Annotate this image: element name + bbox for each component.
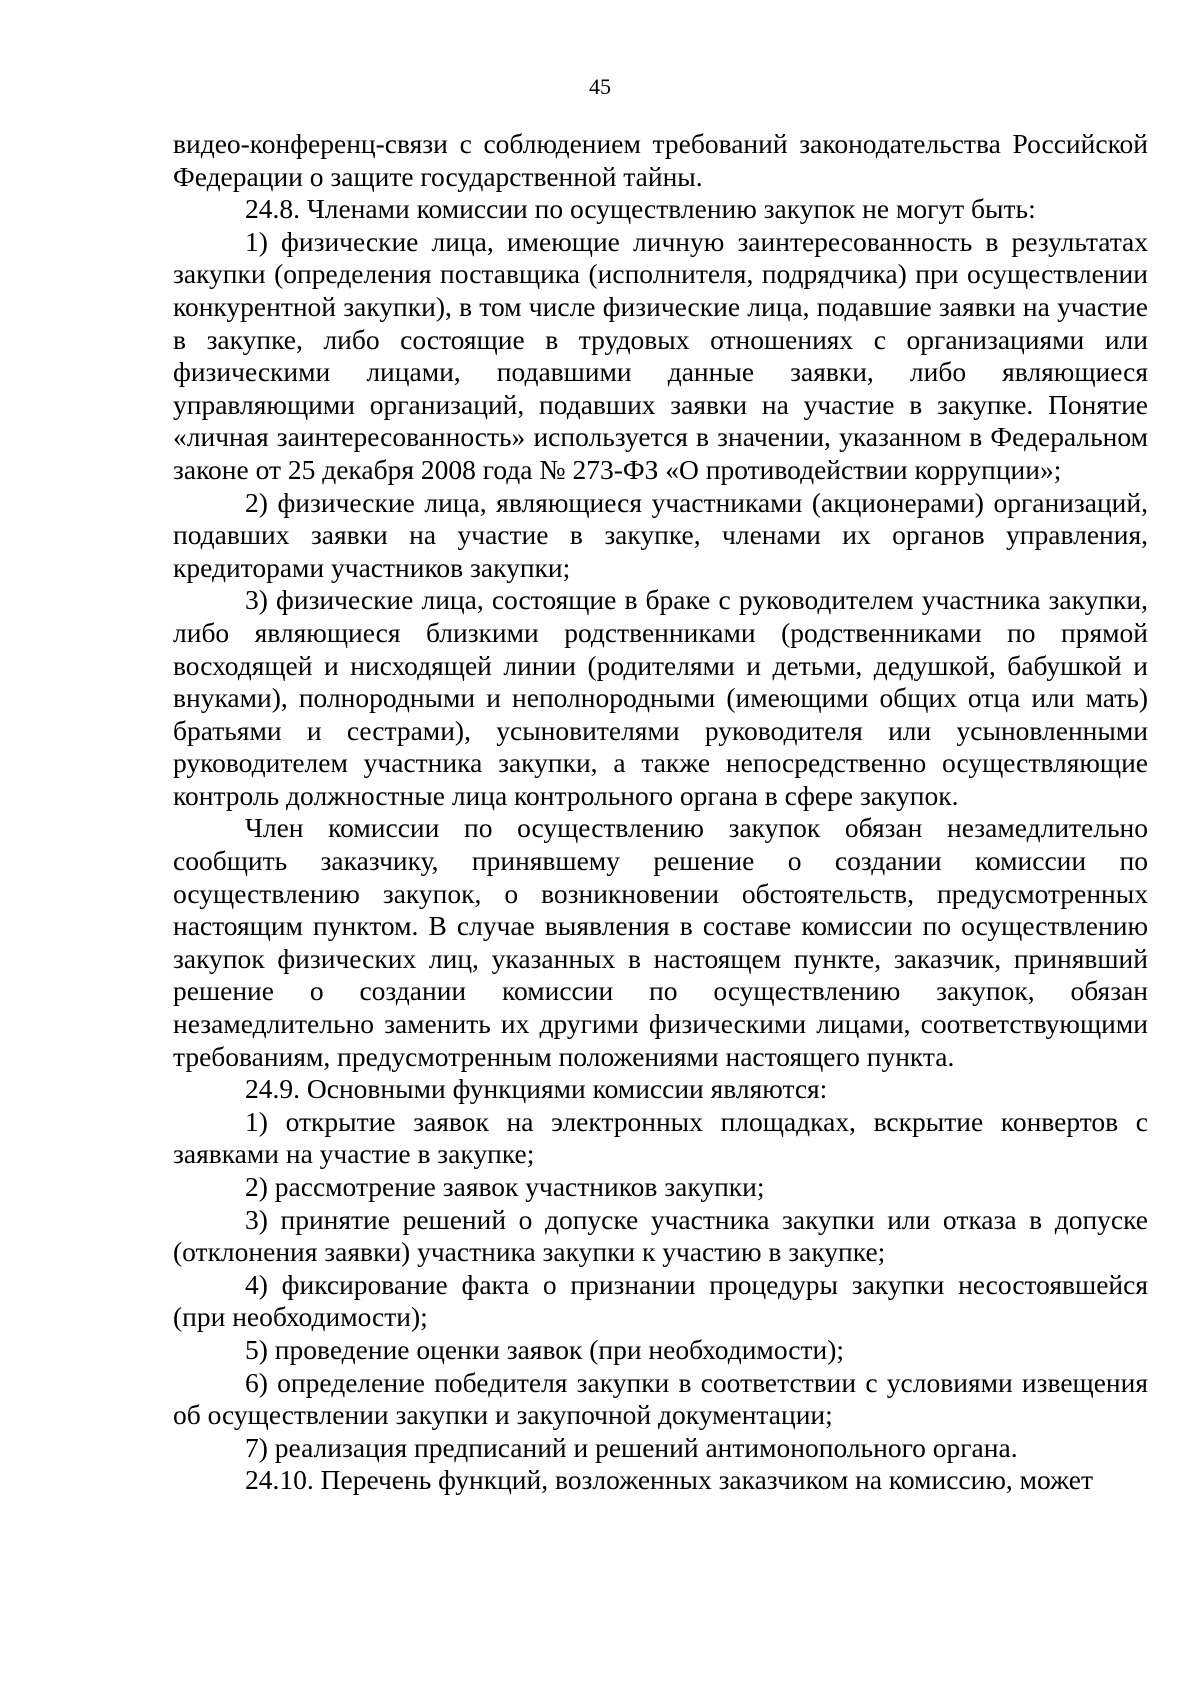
- paragraph-24-9-item-1: 1) открытие заявок на электронных площадках, вскрытие конвертов с заявками на участие в закупке;: [173, 1105, 1148, 1170]
- page-number: 45: [589, 74, 611, 99]
- paragraph-24-8-heading: 24.8. Членами комиссии по осуществлению закупок не могут быть:: [245, 193, 1036, 225]
- paragraph-24-9-item-3: 3) принятие решений о допуске участника закупки или отказа в допуске (отклонения заявки) участника закупки к участию в закупке;: [173, 1203, 1148, 1268]
- paragraph-24-9-item-6: 6) определение победителя закупки в соответствии с условиями извещения об осуществлении закупки и закупочной документации;: [173, 1366, 1148, 1431]
- paragraph-24-9-heading: 24.9. Основными функциями комиссии являются:: [245, 1073, 828, 1105]
- paragraph-24-8-item-2: 2) физические лица, являющиеся участниками (акционерами) организаций, подавших заявки на участие в закупке, членами их органов управления, кредиторами участников закупки;: [173, 486, 1148, 583]
- paragraph-member-obligation: Член комиссии по осуществлению закупок обязан незамедлительно сообщить заказчику, принявшему решение о создании комиссии по осуществлению закупок, о возникновении обстоятельств, предусмотренных настоящим пунктом. В случае выявления в составе комиссии по осуществлению закупок физических лиц, указанных в настоящем пункте, заказчик, принявший решение о создании комиссии по осуществлению закупок, обязан незамедлительно заменить их другими физическими лицами, соответствующими требованиям, предусмотренным положениями настоящего пункта.: [173, 812, 1148, 1072]
- document-body: [173, 128, 1148, 1497]
- paragraph-24-9-item-7: 7) реализация предписаний и решений антимонопольного органа.: [245, 1431, 1018, 1463]
- paragraph-continuation: видео-конференц-связи с соблюдением требований законодательства Российской Федерации о защите государственной тайны.: [173, 128, 1148, 192]
- paragraph-24-8-item-3: 3) физические лица, состоящие в браке с руководителем участника закупки, либо являющиеся близкими родственниками (родственниками по прямой восходящей и нисходящей линии (родителями и детьми, дедушкой, бабушкой и внуками), полнородными и неполнородными (имеющими общих отца или мать) братьями и сестрами), усыновителями руководителя или усыновленными руководителем участника закупки, а также непосредственно осуществляющие контроль должностные лица контрольного органа в сфере закупок.: [173, 584, 1148, 811]
- paragraph-24-9-item-2: 2) рассмотрение заявок участников закупки;: [245, 1171, 765, 1202]
- paragraph-24-8-item-1: 1) физические лица, имеющие личную заинтересованность в результатах закупки (определения поставщика (исполнителя, подрядчика) при осуществлении конкурентной закупки), в том числе физические лица, подавшие заявки на участие в закупке, либо состоящие в трудовых отношениях с организациями или физическими лицами, подавшими данные заявки, либо являющиеся управляющими организаций, подавших заявки на участие в закупке. Понятие «личная заинтересованность» используется в значении, указанном в Федеральном законе от 25 декабря 2008 года № 273-ФЗ «О противодействии коррупции»;: [173, 225, 1148, 485]
- paragraph-24-9-item-5: 5) проведение оценки заявок (при необходимости);: [245, 1333, 844, 1365]
- paragraph-24-10-start: 24.10. Перечень функций, возложенных заказчиком на комиссию, может: [245, 1464, 1093, 1496]
- paragraph-24-9-item-4: 4) фиксирование факта о признании процедуры закупки несостоявшейся (при необходимости);: [173, 1268, 1148, 1333]
